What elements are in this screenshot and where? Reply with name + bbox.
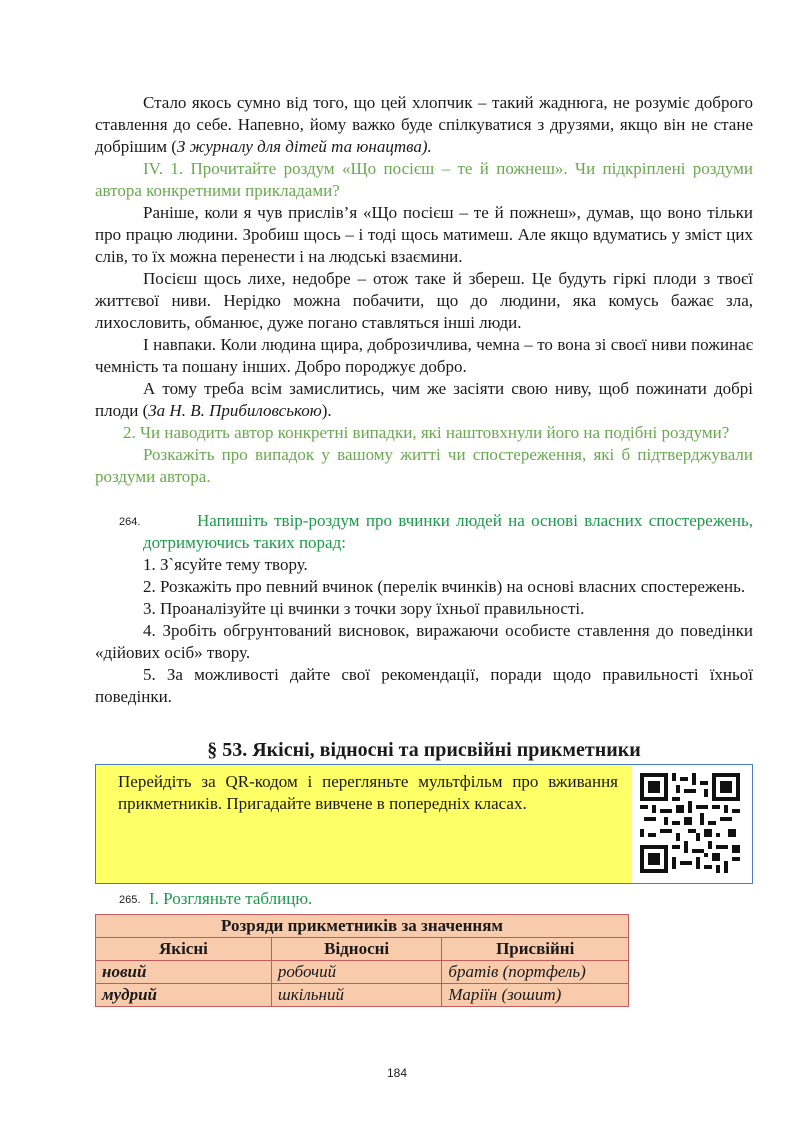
table-cell: мудрий — [96, 984, 272, 1007]
table-cell: шкільний — [271, 984, 442, 1007]
paragraph-1-source: З журналу для дітей та юнацтва). — [176, 137, 432, 156]
table-header-cell: Якісні — [96, 938, 272, 961]
section-title: § 53. Якісні, відносні та присвійні прикметники — [207, 739, 641, 761]
qr-callout-text: Перейдіть за QR-кодом і перегляньте мультфільм про вживання прикметників. Пригадайте вивчене в попередніх класах. — [118, 772, 618, 813]
exercise-number: 265. — [119, 894, 141, 906]
question-3: Розкажіть про випадок у вашому житті чи спостереження, які б підтверджували роздуми автора. — [95, 445, 753, 486]
table-cell: новий — [96, 961, 272, 984]
tip-3: 3. Проаналізуйте ці вчинки з точки зору їхньої правильності. — [143, 599, 585, 618]
paragraph-5-source: За Н. В. Прибиловською — [148, 401, 322, 420]
paragraph-3: Посієш щось лихе, недобре – отож таке й збереш. Це будуть гіркі плоди з твоєї життєвої ниви. Нерідко можна побачити, що до людини, яка комусь бажає зла, лихословить, обманює, дуже погано ставляться інші люди. — [95, 269, 753, 332]
table-cell: робочий — [271, 961, 442, 984]
exercise-number: 264. — [119, 516, 141, 528]
exercise-task: І. Розгляньте таблицю. — [149, 889, 313, 908]
question-2: 2. Чи наводить автор конкретні випадки, які наштовхнули його на подібні роздуми? — [123, 423, 730, 442]
tip-4: 4. Зробіть обгрунтований висновок, виражаючи особисте ставлення до поведінки «дійових осіб» твору. — [95, 621, 753, 662]
paragraph-4: І навпаки. Коли людина щира, доброзичлива, чемна – то вона зі своєї ниви пожинає чемність та пошану інших. Добро породжує добро. — [95, 335, 753, 376]
table-header-row — [96, 938, 629, 961]
table-row — [96, 961, 629, 984]
exercise-265 — [95, 888, 753, 910]
paragraph-5-end: ). — [321, 401, 332, 420]
paragraph-2: Раніше, коли я чув прислів’я «Що посієш – те й пожнеш», думав, що воно тільки про працю людини. Зробиш щось – і тоді щось матимеш. Але якщо вдуматись у зміст цих слів, то їх можна перенести і на людські взаємини. — [95, 203, 753, 266]
page-content — [95, 92, 753, 1007]
table-title: Розряди прикметників за значенням — [96, 915, 629, 938]
page-number: 184 — [386, 1066, 408, 1080]
paragraph-1-text: Стало якось сумно від того, що цей хлопчик – такий жаднюга, не розуміє доброго ставлення до себе. Напевно, йому важко буде спілкуватися з друзями, якщо він не стане добрішим ( — [95, 93, 753, 156]
table-row — [96, 984, 629, 1007]
adjectives-table — [95, 914, 629, 1007]
paragraph-1 — [95, 92, 753, 158]
table-header-cell: Присвійні — [442, 938, 629, 961]
table-cell: братів (портфель) — [442, 961, 629, 984]
tip-1: 1. З`ясуйте тему твору. — [143, 555, 308, 574]
paragraph-5 — [95, 378, 753, 422]
exercise-264 — [95, 510, 753, 554]
qr-callout-box — [95, 764, 753, 884]
table-header-cell: Відносні — [271, 938, 442, 961]
table-cell: Маріїн (зошит) — [442, 984, 629, 1007]
qr-code-area — [632, 765, 752, 883]
question-iv: IV. 1. Прочитайте роздум «Що посієш – те й пожнеш». Чи підкріплені роздуми автора конкретними прикладами? — [95, 159, 753, 200]
exercise-task: Напишіть твір-роздум про вчинки людей на основі власних спостережень, дотримуючись таких порад: — [143, 511, 753, 552]
tip-5: 5. За можливості дайте свої рекомендації, поради щодо правильності їхньої поведінки. — [95, 665, 753, 706]
paragraph-5-text: А тому треба всім замислитись, чим же засіяти свою ниву, щоб пожинати добрі плоди ( — [95, 379, 753, 420]
tip-2: 2. Розкажіть про певний вчинок (перелік вчинків) на основі власних спостережень. — [143, 577, 746, 596]
qr-code-icon[interactable] — [640, 773, 740, 873]
